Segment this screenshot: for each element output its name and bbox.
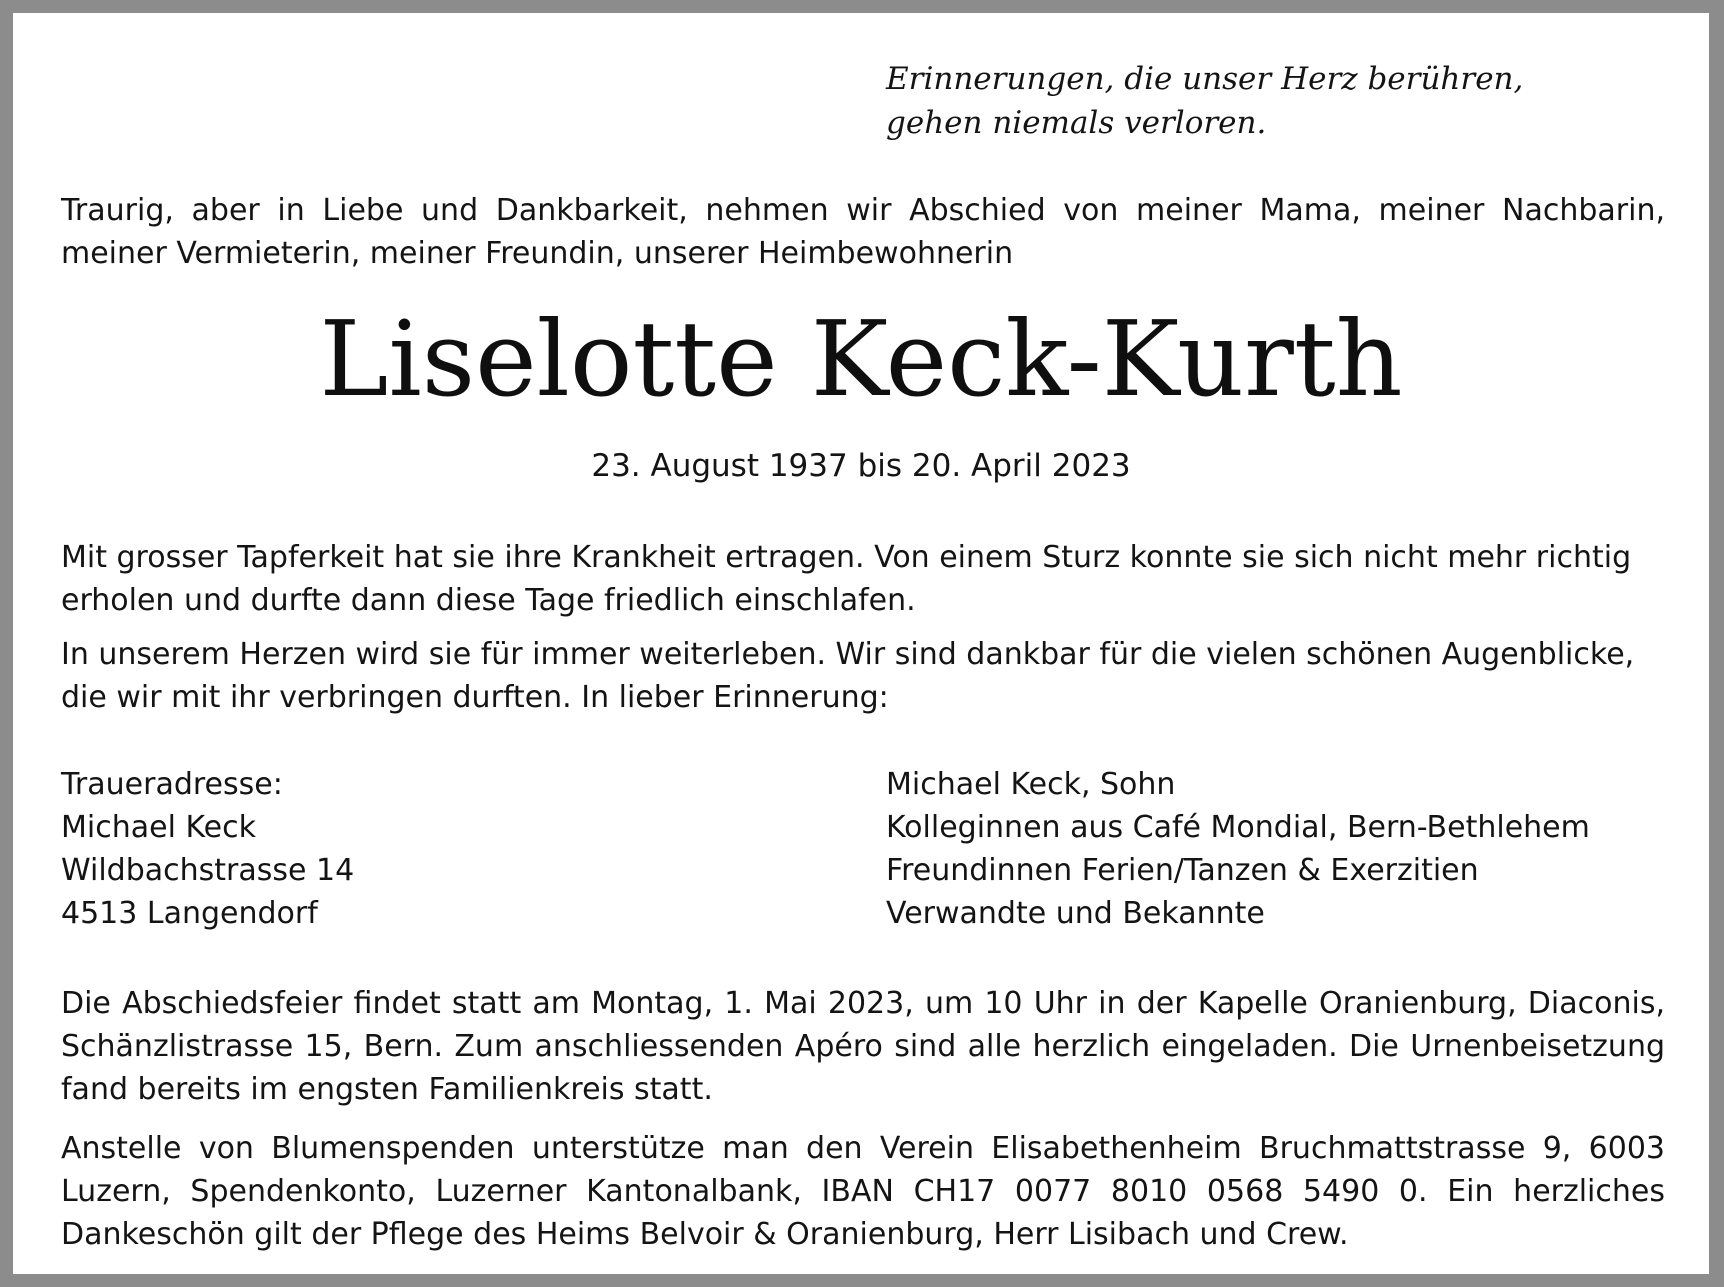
paragraph-illness: Mit grosser Tapferkeit hat sie ihre Krankheit ertragen. Von einem Sturz konnte sie sich nicht mehr richtig erholen und durfte dann diese Tage friedlich einschlafen. (61, 540, 1632, 618)
address-line: Michael Keck (61, 810, 256, 845)
obituary-notice (13, 13, 1709, 1274)
address-line: Wildbachstrasse 14 (61, 853, 355, 888)
mourners-list (886, 763, 1590, 935)
motto-quote (886, 57, 1646, 145)
life-dates: 23. August 1937 bis 20. April 2023 (591, 448, 1131, 484)
motto-line-1: Erinnerungen, die unser Herz berühren, (886, 61, 1524, 97)
mourner-item: Verwandte und Bekannte (886, 896, 1265, 931)
donation-text: Anstelle von Blumenspenden unterstütze man den Verein Elisabethenheim Bruchmattstrasse 9, 6003 Luzern, Spendenkonto, Luzerner Kantonalbank, IBAN CH17 0077 8010 0568 5490 0. Ein herzliches Dankeschön gilt der Pflege des Heims Belvoir & Oranienburg, Herr Lisibach und Crew. (61, 1131, 1665, 1252)
ceremony-text: Die Abschiedsfeier findet statt am Montag, 1. Mai 2023, um 10 Uhr in der Kapelle Oranienburg, Diaconis, Schänzlistrasse 15, Bern. Zum anschliessenden Apéro sind alle herzlich eingeladen. Die Urnenbeisetzung fand bereits im engsten Familienkreis statt. (61, 986, 1665, 1107)
mourner-item: Kolleginnen aus Café Mondial, Bern-Bethlehem (886, 810, 1590, 845)
mourner-item: Michael Keck, Sohn (886, 767, 1176, 802)
mourner-item: Freundinnen Ferien/Tanzen & Exerzitien (886, 853, 1479, 888)
paragraph-memory: In unserem Herzen wird sie für immer weiterleben. Wir sind dankbar für die vielen schönen Augenblicke, die wir mit ihr verbringen durften. In lieber Erinnerung: (61, 637, 1635, 715)
deceased-name: Liselotte Keck-Kurth (319, 298, 1403, 420)
intro-text: Traurig, aber in Liebe und Dankbarkeit, nehmen wir Abschied von meiner Mama, meiner Nachbarin, meiner Vermieterin, meiner Freundin, unserer Heimbewohnerin (61, 193, 1665, 271)
address-label: Traueradresse: (61, 767, 283, 802)
address-line: 4513 Langendorf (61, 896, 318, 931)
motto-line-2: gehen niemals verloren. (886, 105, 1267, 141)
mourning-address (61, 763, 354, 935)
